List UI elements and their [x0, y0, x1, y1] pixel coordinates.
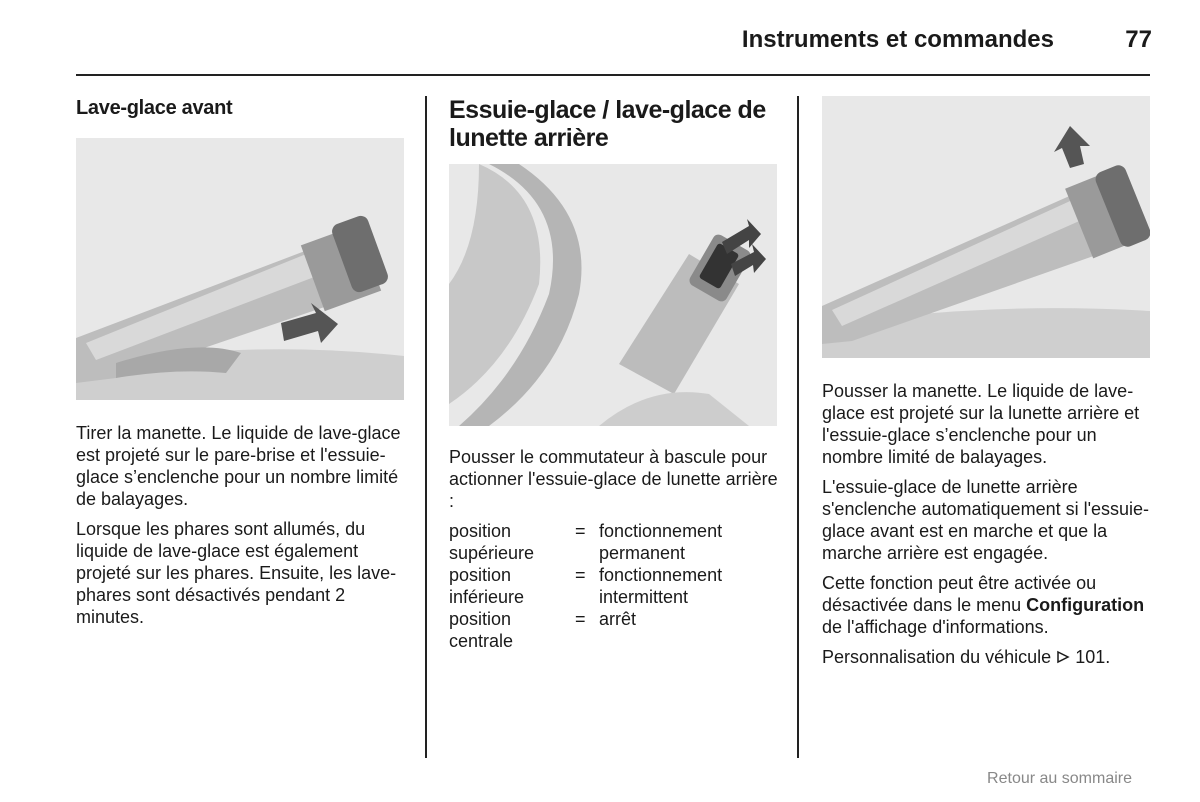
running-header-title: Instruments et commandes — [741, 26, 1054, 53]
equals-sign: = — [575, 565, 586, 585]
intro-paragraph: Pousser le commutateur à bascule pour actionner l'essuie-glace de lunette arrière : — [449, 447, 778, 511]
position-term: position supérieure — [449, 521, 535, 563]
section-heading-rear-wiper: Essuie-glace / lave-glace de lunette arrière — [449, 96, 766, 152]
paragraph: L'essuie-glace de lunette arrière s'enclenche automatiquement si l'essuie-glace avant est en marche et que la marche arrière est engagée. — [822, 477, 1150, 563]
column-2 — [449, 96, 779, 652]
paragraph — [822, 572, 1152, 638]
menu-name-configuration: Configuration — [1026, 595, 1145, 615]
position-table — [449, 520, 779, 652]
paragraph: Tirer la manette. Le liquide de lave-glace est projeté sur le pare-brise et l'essuie-glace s’enclenche pour un nombre limité de balayages. — [76, 423, 401, 509]
figure-front-washer-stalk — [76, 138, 404, 400]
text-span: Cette fonction peut être activée ou désactivée dans le menu — [822, 573, 1097, 615]
position-description: fonctionnement intermittent — [599, 565, 723, 607]
position-description: fonctionnement permanent — [599, 521, 723, 563]
page-number: 77 — [1125, 26, 1152, 53]
column-divider-left — [425, 96, 427, 758]
equals-sign: = — [575, 609, 586, 629]
position-term: position inférieure — [449, 565, 525, 607]
paragraph: Lorsque les phares sont allumés, du liquide de lave-glace est également projeté sur les phares. Ensuite, les lave-phares sont désactivés pendant 2 minutes. — [76, 519, 397, 627]
cross-reference-page: 101. — [1075, 647, 1111, 667]
back-to-contents-link[interactable]: Retour au sommaire — [987, 770, 1132, 787]
right-pointer-icon — [1056, 650, 1070, 664]
header-rule — [76, 74, 1150, 76]
section-heading-front-washer: Lave-glace avant — [76, 97, 233, 119]
position-description: arrêt — [599, 609, 637, 629]
figure-rear-washer-stalk — [822, 96, 1150, 358]
column-divider-right — [797, 96, 799, 758]
text-span: de l'affichage d'informations. — [822, 617, 1049, 637]
column-3 — [822, 96, 1152, 676]
figure-rear-wiper-switch — [449, 164, 777, 426]
column-1 — [76, 96, 408, 636]
equals-sign: = — [575, 521, 586, 541]
cross-reference[interactable] — [822, 646, 1152, 668]
position-term: position centrale — [449, 609, 514, 651]
cross-reference-text: Personnalisation du véhicule — [822, 647, 1052, 667]
paragraph: Pousser la manette. Le liquide de lave-glace est projeté sur la lunette arrière et l'essuie-glace s’enclenche pour un nombre limité de balayages. — [822, 381, 1140, 467]
